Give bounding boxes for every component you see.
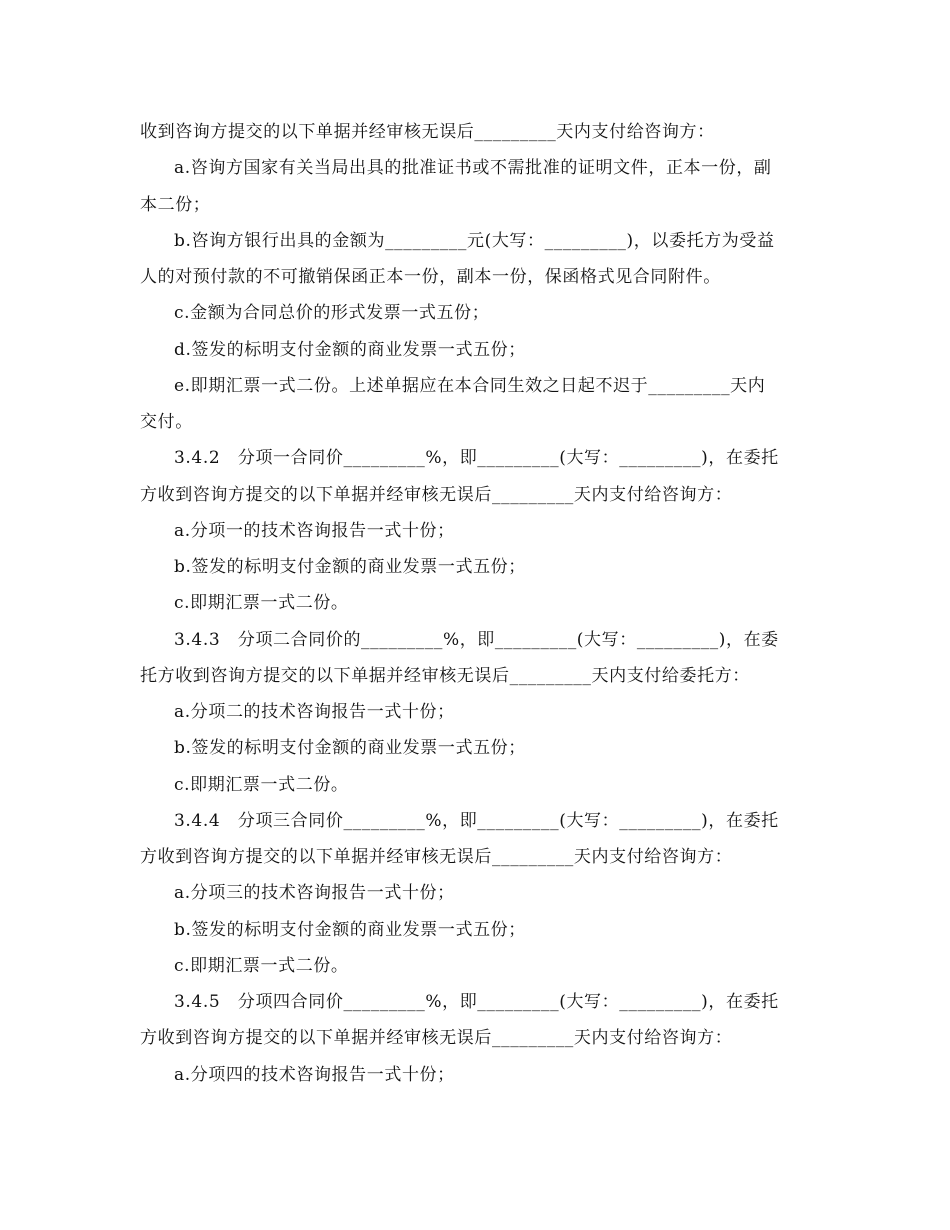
text-line: a.分项四的技术咨询报告一式十份； bbox=[174, 1064, 455, 1085]
clause-3-4-5-heading: 3.4.5 分项四合同价_________%，即_________(大写：_________)，在委托 bbox=[174, 992, 779, 1012]
text-line: 交付。 bbox=[140, 412, 193, 432]
text-line: a.咨询方国家有关当局出具的批准证书或不需批准的证明文件，正本一份，副 bbox=[174, 158, 772, 179]
text-line: a.分项二的技术咨询报告一式十份； bbox=[174, 702, 455, 722]
text-line: e.即期汇票一式二份。上述单据应在本合同生效之日起不迟于_________天内 bbox=[174, 375, 766, 396]
text-line: 收到咨询方提交的以下单据并经审核无误后_________天内支付给咨询方： bbox=[140, 122, 715, 142]
text-line: b.签发的标明支付金额的商业发票一式五份； bbox=[174, 738, 526, 759]
text-line: b.签发的标明支付金额的商业发票一式五份； bbox=[174, 919, 526, 940]
text-line: 人的对预付款的不可撤销保函正本一份，副本一份，保函格式见合同附件。 bbox=[140, 267, 721, 287]
document-body bbox=[140, 114, 812, 1093]
text-line: b.咨询方银行出具的金额为_________元(大写：_________)，以委托方为受益 bbox=[174, 230, 775, 251]
text-line: c.即期汇票一式二份。 bbox=[174, 955, 349, 976]
clause-3-4-2-heading: 3.4.2 分项一合同价_________%，即_________(大写：_________)，在委托 bbox=[174, 448, 779, 469]
text-line: d.签发的标明支付金额的商业发票一式五份； bbox=[174, 339, 526, 360]
clause-3-4-4-heading: 3.4.4 分项三合同价_________%，即_________(大写：_________)，在委托 bbox=[174, 810, 779, 831]
text-line: b.签发的标明支付金额的商业发票一式五份； bbox=[174, 557, 526, 577]
text-line: 方收到咨询方提交的以下单据并经审核无误后_________天内支付给咨询方： bbox=[140, 1028, 733, 1049]
text-line: a.分项一的技术咨询报告一式十份； bbox=[174, 520, 455, 541]
text-line: c.即期汇票一式二份。 bbox=[174, 593, 349, 614]
text-line: 方收到咨询方提交的以下单据并经审核无误后_________天内支付给咨询方： bbox=[140, 847, 733, 867]
text-line: a.分项三的技术咨询报告一式十份； bbox=[174, 883, 455, 904]
clause-3-4-3-heading: 3.4.3 分项二合同价的_________%，即_________(大写：_________)，在委 bbox=[174, 629, 779, 650]
text-line: 方收到咨询方提交的以下单据并经审核无误后_________天内支付给咨询方： bbox=[140, 484, 733, 505]
text-line: 本二份； bbox=[140, 194, 211, 215]
text-line: 托方收到咨询方提交的以下单据并经审核无误后_________天内支付给委托方： bbox=[140, 665, 750, 686]
text-line: c.即期汇票一式二份。 bbox=[174, 774, 349, 795]
text-line: c.金额为合同总价的形式发票一式五份； bbox=[174, 303, 490, 324]
